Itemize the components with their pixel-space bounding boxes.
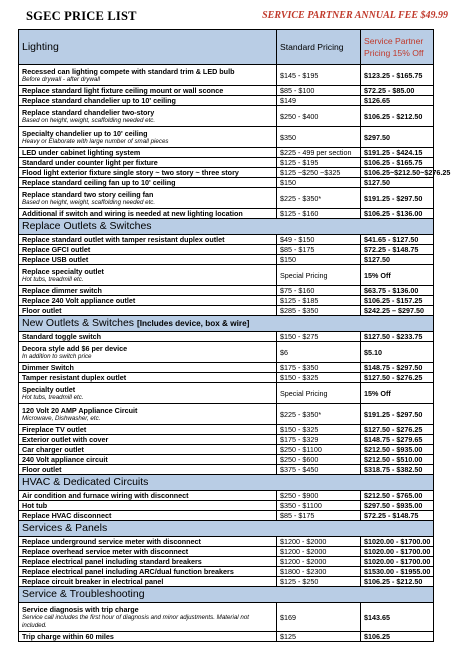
table-row (19, 404, 434, 425)
service-description (19, 342, 277, 363)
service-name: Replace underground service meter with disconnect (22, 537, 201, 546)
partner-price: $1020.00 - $1700.00 (361, 557, 434, 567)
section-title: HVAC & Dedicated Circuits (22, 476, 149, 488)
standard-price: $125 - $195 (277, 158, 361, 168)
service-description (19, 537, 277, 547)
service-subnote: Hot tubs, treadmill etc. (22, 393, 84, 401)
table-row (19, 501, 434, 511)
service-description (19, 383, 277, 404)
service-description (19, 511, 277, 521)
table-row (19, 547, 434, 557)
service-name: Car charger outlet (22, 445, 84, 454)
standard-price: $225 - 499 per section (277, 148, 361, 158)
standard-price: Special Pricing (277, 265, 361, 286)
standard-price: $150 - $325 (277, 425, 361, 435)
standard-price: $225 - $350* (277, 404, 361, 425)
service-description (19, 373, 277, 383)
standard-price: $169 (277, 603, 361, 632)
standard-price: $150 (277, 255, 361, 265)
standard-price: $1800 - $2300 (277, 567, 361, 577)
service-description (19, 245, 277, 255)
table-row (19, 168, 434, 178)
table-row (19, 178, 434, 188)
service-name: Replace standard outlet with tamper resistant duplex outlet (22, 235, 225, 244)
standard-price: $350 - $1100 (277, 501, 361, 511)
partner-price: $127.50 - $233.75 (361, 332, 434, 342)
partner-price: $63.75 - $136.00 (361, 286, 434, 296)
standard-price: $150 (277, 178, 361, 188)
table-row (19, 158, 434, 168)
table-row (19, 96, 434, 106)
service-name: 240 Volt appliance circuit (22, 455, 108, 464)
service-description (19, 286, 277, 296)
partner-price: $106.25 - $165.75 (361, 158, 434, 168)
table-row (19, 491, 434, 501)
service-description (19, 332, 277, 342)
partner-price: $72.25 - $148.75 (361, 245, 434, 255)
standard-price: $85 - $100 (277, 86, 361, 96)
section-header (19, 316, 434, 332)
standard-price: $75 - $160 (277, 286, 361, 296)
service-name: Floor outlet (22, 306, 62, 315)
service-description (19, 435, 277, 445)
partner-price: $191.25 - $297.50 (361, 188, 434, 209)
service-description (19, 557, 277, 567)
section-title: New Outlets & Switches (22, 317, 135, 329)
service-name: Standard toggle switch (22, 332, 102, 341)
service-name: Trip charge within 60 miles (22, 632, 114, 641)
partner-price: $1020.00 - $1700.00 (361, 537, 434, 547)
standard-price: $150 - $275 (277, 332, 361, 342)
page-header (0, 0, 474, 26)
price-table (18, 29, 451, 642)
table-row (19, 245, 434, 255)
table-row (19, 127, 434, 148)
standard-price: $250 - $900 (277, 491, 361, 501)
service-description (19, 158, 277, 168)
partner-price: $106.25 - $157.25 (361, 296, 434, 306)
partner-price: $212.50 - $765.00 (361, 491, 434, 501)
service-name: LED under cabinet lighting system (22, 148, 141, 157)
table-row (19, 577, 434, 587)
service-description (19, 632, 277, 642)
table-row (19, 265, 434, 286)
partner-price: $318.75 - $382.50 (361, 465, 434, 475)
service-subnote: Before drywall - after drywall (22, 75, 101, 83)
standard-price: $1200 - $2000 (277, 547, 361, 557)
section-note: [Includes device, box & wire] (136, 319, 250, 328)
table-row (19, 148, 434, 158)
partner-price: $127.50 - $276.25 (361, 425, 434, 435)
standard-price: $125 ~$250 ~$325 (277, 168, 361, 178)
partner-price: $72.25 - $148.75 (361, 511, 434, 521)
table-row (19, 603, 434, 632)
service-subnote: Based on height, weight, scaffolding needed etc. (22, 116, 156, 124)
table-row (19, 306, 434, 316)
service-subnote: Heavy or Elaborate with large number of small pieces (22, 137, 169, 145)
partner-price: $106.25 (361, 632, 434, 642)
standard-price: $145 - $195 (277, 65, 361, 86)
service-description (19, 127, 277, 148)
service-name: Tamper resistant duplex outlet (22, 373, 127, 382)
service-partner-fee: SERVICE PARTNER ANNUAL FEE $49.99 (262, 10, 448, 21)
partner-price: $297.50 - $935.00 (361, 501, 434, 511)
table-row (19, 209, 434, 219)
table-row (19, 255, 434, 265)
section-title: Replace Outlets & Switches (22, 220, 152, 232)
standard-price: $350 (277, 127, 361, 148)
service-name: Replace electrical panel including standard breakers (22, 557, 202, 566)
service-name: Specialty outlet (22, 384, 76, 394)
service-description (19, 501, 277, 511)
partner-price: $1530.00 - $1955.00 (361, 567, 434, 577)
service-name: Replace HVAC disconnect (22, 511, 112, 520)
partner-price: $126.65 (361, 96, 434, 106)
service-subnote: Service call includes the first hour of diagnosis and minor adjustments. Material not included. (22, 614, 249, 629)
service-description (19, 265, 277, 286)
category-header: Lighting (19, 30, 277, 65)
standard-price: $250 - $1100 (277, 445, 361, 455)
partner-price: $106.25 - $212.50 (361, 577, 434, 587)
service-name: Replace specialty outlet (22, 266, 104, 276)
partner-price: $242.25 – $297.50 (361, 306, 434, 316)
service-name: Replace standard chandelier two-story (22, 107, 155, 117)
partner-price: $148.75 - $297.50 (361, 363, 434, 373)
partner-price: $41.65 - $127.50 (361, 235, 434, 245)
partner-price: $106.25 - $212.50 (361, 106, 434, 127)
service-description (19, 363, 277, 373)
service-name: Additional if switch and wiring is needed at new lighting location (22, 209, 243, 218)
service-name: Floor outlet (22, 465, 62, 474)
service-name: Replace GFCI outlet (22, 245, 91, 254)
standard-price: Special Pricing (277, 383, 361, 404)
table-row (19, 632, 434, 642)
partner-price: $127.50 - $276.25 (361, 373, 434, 383)
service-name: Replace standard light fixture ceiling mount or wall sconce (22, 86, 224, 95)
partner-price: $5.10 (361, 342, 434, 363)
standard-price: $150 - $325 (277, 373, 361, 383)
service-name: Specialty chandelier up to 10' ceiling (22, 128, 148, 138)
service-subnote: Microwave, Dishwasher, etc. (22, 414, 101, 422)
standard-price: $85 - $175 (277, 511, 361, 521)
service-description (19, 425, 277, 435)
partner-price: $297.50 (361, 127, 434, 148)
service-description (19, 96, 277, 106)
partner-price: 15% Off (361, 265, 434, 286)
service-name: Replace standard chandelier up to 10' ceiling (22, 96, 176, 105)
standard-price: $125 - $250 (277, 577, 361, 587)
section-header (19, 521, 434, 537)
table-row (19, 86, 434, 96)
table-row (19, 435, 434, 445)
standard-price: $285 - $350 (277, 306, 361, 316)
table-row (19, 106, 434, 127)
standard-pricing-header: Standard Pricing (277, 30, 361, 65)
standard-price: $175 - $350 (277, 363, 361, 373)
table-row (19, 373, 434, 383)
service-name: Replace overhead service meter with disconnect (22, 547, 189, 556)
service-description (19, 577, 277, 587)
table-row (19, 235, 434, 245)
partner-price: $127.50 (361, 178, 434, 188)
standard-price: $125 - $160 (277, 209, 361, 219)
service-description (19, 188, 277, 209)
partner-price: $72.25 - $85.00 (361, 86, 434, 96)
partner-pricing-header: Service Partner Pricing 15% Off (361, 30, 434, 65)
service-description (19, 306, 277, 316)
standard-price: $1200 - $2000 (277, 537, 361, 547)
standard-price: $6 (277, 342, 361, 363)
table-row (19, 445, 434, 455)
partner-price: $106.25~$212.50~$276.25 (361, 168, 434, 178)
partner-price: $212.50 - $935.00 (361, 445, 434, 455)
table-row (19, 537, 434, 547)
service-description (19, 168, 277, 178)
service-name: Replace circuit breaker in electrical panel (22, 577, 164, 586)
standard-price: $250 - $600 (277, 455, 361, 465)
table-row (19, 425, 434, 435)
service-name: Hot tub (22, 501, 48, 510)
service-description (19, 455, 277, 465)
service-name: Replace dimmer switch (22, 286, 102, 295)
standard-price: $125 - $185 (277, 296, 361, 306)
table-row (19, 188, 434, 209)
section-header (19, 219, 434, 235)
service-subnote: Based on height, weight, scaffolding needed etc. (22, 198, 156, 206)
service-description (19, 296, 277, 306)
partner-price: $106.25 - $136.00 (361, 209, 434, 219)
standard-price: $49 - $150 (277, 235, 361, 245)
standard-price: $175 - $329 (277, 435, 361, 445)
partner-price: $212.50 - $510.00 (361, 455, 434, 465)
section-title: Services & Panels (22, 522, 108, 534)
standard-price: $250 - $400 (277, 106, 361, 127)
partner-price: $148.75 - $279.65 (361, 435, 434, 445)
partner-price: $191.25 - $297.50 (361, 404, 434, 425)
service-description (19, 547, 277, 557)
standard-price: $85 - $175 (277, 245, 361, 255)
standard-price: $225 - $350* (277, 188, 361, 209)
service-name: Service diagnosis with trip charge (22, 605, 139, 614)
partner-price: $1020.00 - $1700.00 (361, 547, 434, 557)
price-list-title: SGEC PRICE LIST (26, 9, 137, 23)
table-row (19, 383, 434, 404)
service-subnote: In addition to switch price (22, 352, 92, 360)
standard-price: $375 - $450 (277, 465, 361, 475)
service-description (19, 106, 277, 127)
service-description (19, 567, 277, 577)
service-description (19, 65, 277, 86)
service-name: Air condition and furnace wiring with disconnect (22, 491, 189, 500)
service-name: 120 Volt 20 AMP Appliance Circuit (22, 405, 138, 415)
section-header (19, 475, 434, 491)
section-title: Service & Troubleshooting (22, 588, 145, 600)
section-header (19, 587, 434, 603)
service-name: Standard under counter light per fixture (22, 158, 158, 167)
table-row (19, 465, 434, 475)
service-description (19, 86, 277, 96)
table-row (19, 286, 434, 296)
service-description (19, 491, 277, 501)
service-name: Flood light exterior fixture single story ~ two story ~ three story (22, 168, 239, 177)
partner-price: $191.25 - $424.15 (361, 148, 434, 158)
service-name: Replace standard ceiling fan up to 10' ceiling (22, 178, 176, 187)
service-description (19, 148, 277, 158)
table-row (19, 567, 434, 577)
service-name: Decora style add $6 per device (22, 343, 128, 353)
table-header-row (19, 30, 434, 65)
partner-price: $123.25 - $165.75 (361, 65, 434, 86)
table-row (19, 296, 434, 306)
service-description (19, 603, 277, 632)
service-description (19, 209, 277, 219)
service-description (19, 465, 277, 475)
table-row (19, 511, 434, 521)
service-name: Replace standard two story ceiling fan (22, 189, 154, 199)
service-name: Replace USB outlet (22, 255, 89, 264)
service-description (19, 445, 277, 455)
table-row (19, 332, 434, 342)
table-row (19, 65, 434, 86)
partner-price: 15% Off (361, 383, 434, 404)
table-row (19, 557, 434, 567)
standard-price: $1200 - $2000 (277, 557, 361, 567)
service-name: Dimmer Switch (22, 363, 74, 372)
service-description (19, 404, 277, 425)
standard-price: $125 (277, 632, 361, 642)
table-row (19, 455, 434, 465)
table-row (19, 342, 434, 363)
service-description (19, 235, 277, 245)
service-name: Exterior outlet with cover (22, 435, 109, 444)
service-description (19, 178, 277, 188)
service-name: Replace 240 Volt appliance outlet (22, 296, 136, 305)
service-name: Fireplace TV outlet (22, 425, 87, 434)
service-description (19, 255, 277, 265)
service-name: Replace electrical panel including ARC/dual function breakers (22, 567, 234, 576)
table-row (19, 363, 434, 373)
service-subnote: Hot tubs, treadmill etc. (22, 275, 84, 283)
partner-price: $143.65 (361, 603, 434, 632)
standard-price: $149 (277, 96, 361, 106)
service-name: Recessed can lighting compete with standard trim & LED bulb (22, 66, 235, 76)
partner-price: $127.50 (361, 255, 434, 265)
